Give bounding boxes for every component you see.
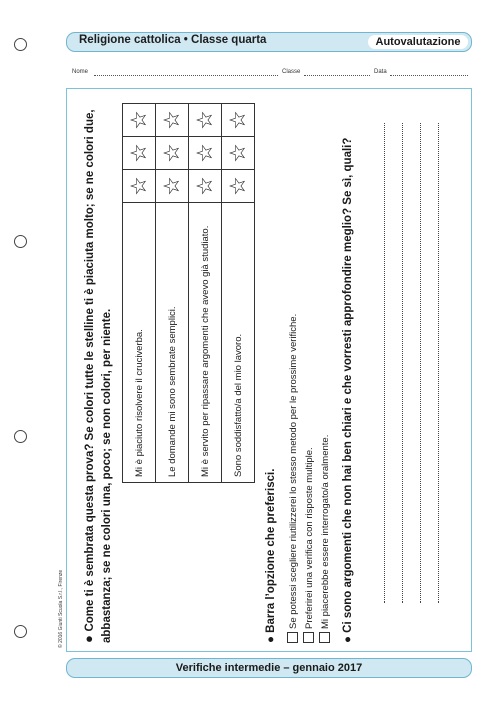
option-label: Se potessi scegliere riutilizzerei lo stesso metodo per le prossime verifiche. bbox=[288, 313, 299, 629]
star-icon[interactable]: ☆ bbox=[156, 104, 189, 137]
table-row bbox=[156, 104, 189, 483]
option-label: Preferirei una verifica con risposte multiple. bbox=[304, 447, 315, 629]
option-item[interactable] bbox=[287, 314, 299, 643]
binder-hole bbox=[14, 625, 27, 638]
star-icon[interactable]: ☆ bbox=[156, 137, 189, 170]
checkbox[interactable] bbox=[303, 632, 314, 643]
star-icon[interactable]: ☆ bbox=[123, 137, 156, 170]
star-icon[interactable]: ☆ bbox=[156, 170, 189, 203]
copyright-notice: © 2016 Giunti Scuola S.r.l., Firenze bbox=[58, 569, 64, 648]
data-label: Data bbox=[374, 69, 387, 75]
rating-statement: Sono soddisfatto/a del mio lavoro. bbox=[222, 203, 255, 483]
question-3 bbox=[340, 103, 357, 643]
star-icon[interactable]: ☆ bbox=[189, 137, 222, 170]
star-icon[interactable]: ☆ bbox=[189, 170, 222, 203]
answer-line[interactable] bbox=[438, 123, 439, 603]
question-2 bbox=[265, 469, 277, 643]
page-title: Religione cattolica • Classe quarta bbox=[79, 34, 267, 46]
checkbox[interactable] bbox=[287, 632, 298, 643]
answer-line[interactable] bbox=[402, 123, 403, 603]
section-badge: Autovalutazione bbox=[368, 35, 468, 49]
table-row bbox=[222, 104, 255, 483]
rating-statement: Mi è piaciuto risolvere il cruciverba. bbox=[123, 203, 156, 483]
option-item[interactable] bbox=[319, 435, 331, 643]
bullet-icon: ● bbox=[265, 632, 277, 643]
nome-label: Nome bbox=[72, 69, 89, 75]
data-field[interactable] bbox=[390, 69, 468, 76]
question-3-text: Ci sono argomenti che non hai ben chiari e che vorresti approfondire meglio? Se sì, quali? bbox=[342, 137, 354, 633]
star-icon[interactable]: ☆ bbox=[222, 170, 255, 203]
star-icon[interactable]: ☆ bbox=[222, 137, 255, 170]
answer-line[interactable] bbox=[420, 123, 421, 603]
question-1 bbox=[80, 103, 116, 643]
question-1-text: Come ti è sembrata questa prova? Se colori tutte le stelline ti è piaciuta molto; se ne colori due, abbastanza; se ne colori una, poco; se non colori, per niente. bbox=[84, 109, 113, 643]
star-icon[interactable]: ☆ bbox=[123, 104, 156, 137]
table-row bbox=[123, 104, 156, 483]
page-footer: Verifiche intermedie – gennaio 2017 bbox=[66, 658, 472, 678]
nome-field[interactable] bbox=[94, 69, 278, 76]
binder-hole bbox=[14, 235, 27, 248]
rating-table bbox=[122, 103, 255, 483]
page-header bbox=[66, 32, 472, 52]
rating-statement: Le domande mi sono sembrate semplici. bbox=[156, 203, 189, 483]
rotated-content bbox=[80, 93, 470, 643]
table-row bbox=[189, 104, 222, 483]
rating-statement: Mi è servito per ripassare argomenti che avevo già studiato. bbox=[189, 203, 222, 483]
star-icon[interactable]: ☆ bbox=[189, 104, 222, 137]
bullet-icon: ● bbox=[81, 631, 96, 643]
option-item[interactable] bbox=[303, 447, 315, 643]
student-info-row bbox=[72, 69, 470, 79]
option-label: Mi piacerebbe essere interrogato/a oralmente. bbox=[320, 434, 331, 629]
star-icon[interactable]: ☆ bbox=[123, 170, 156, 203]
question-2-text: Barra l’opzione che preferisci. bbox=[265, 468, 277, 633]
classe-label: Classe bbox=[282, 69, 301, 75]
binder-hole bbox=[14, 430, 27, 443]
star-icon[interactable]: ☆ bbox=[222, 104, 255, 137]
classe-field[interactable] bbox=[304, 69, 370, 76]
checkbox[interactable] bbox=[319, 632, 330, 643]
answer-line[interactable] bbox=[384, 123, 385, 603]
binder-hole bbox=[14, 38, 27, 51]
bullet-icon: ● bbox=[342, 632, 354, 643]
